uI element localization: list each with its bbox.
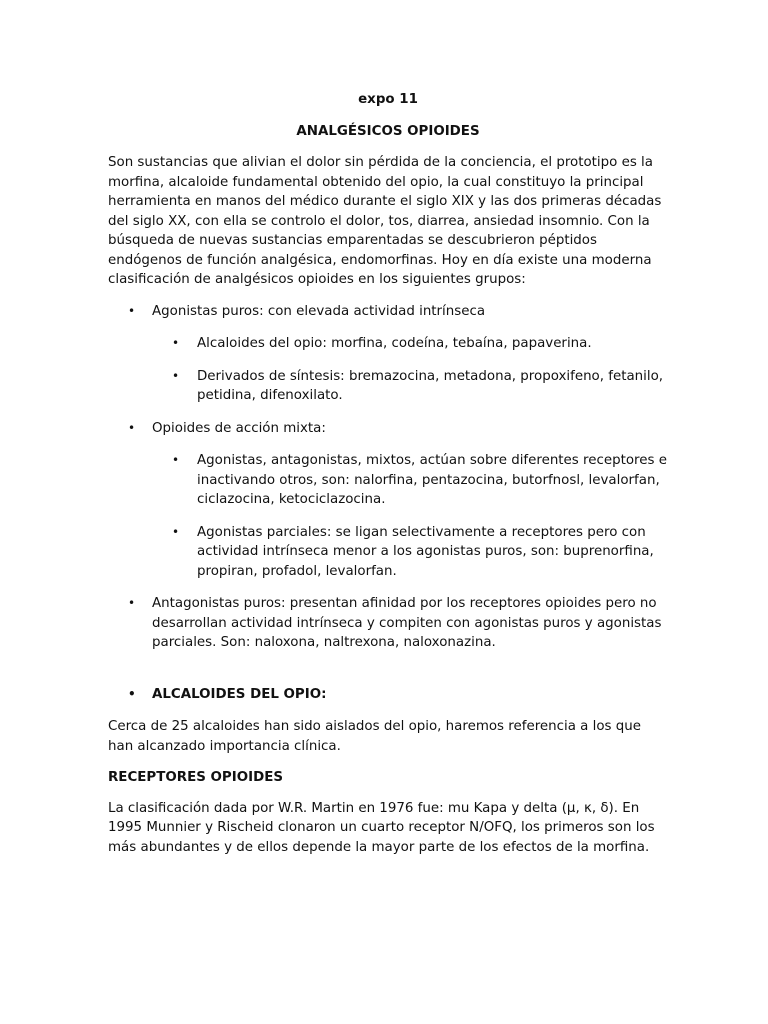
bullet-icon: • <box>128 420 136 435</box>
subitem-text: Alcaloides del opio: morfina, codeína, tebaína, papaverina. <box>197 336 592 351</box>
document-heading: ANALGÉSICOS OPIOIDES <box>296 123 480 139</box>
subitem-text: Agonistas parciales: se ligan selectivamente a receptores pero con actividad intrínseca menor a los agonistas puros, son: buprenorfina, propiran, profadol, levalorfan. <box>197 524 654 579</box>
list-item-accion-mixta <box>108 419 668 582</box>
bullet-icon: • <box>172 453 180 467</box>
list-item <box>152 523 668 582</box>
group-label: Antagonistas puros: presentan afinidad por los receptores opioides pero no desarrollan actividad intrínseca y compiten con agonistas puros y agonistas parciales. Son: naloxona, naltrexona, naloxonazina. <box>152 596 662 650</box>
group-label: Opioides de acción mixta: <box>152 420 326 436</box>
list-item <box>152 451 668 510</box>
bullet-icon: • <box>128 686 136 701</box>
blank-line <box>108 666 668 685</box>
list-item-agonistas-puros <box>108 302 668 406</box>
subitem-text: Agonistas, antagonistas, mixtos, actúan sobre diferentes receptores e inactivando otros, son: nalorfina, pentazocina, butorfnosl, levalorfan, ciclazocina, ketociclazocina. <box>197 453 667 507</box>
list-item <box>152 334 668 354</box>
document-title: expo 11 <box>358 92 418 107</box>
list-item-antagonistas-puros <box>108 594 668 653</box>
bullet-icon: • <box>128 303 136 318</box>
receptors-heading: RECEPTORES OPIOIDES <box>108 770 283 785</box>
sublist <box>152 334 668 406</box>
receptors-paragraph: La clasificación dada por W.R. Martin en 1976 fue: mu Kapa y delta (µ, κ, δ). En 1995 Munnier y Rischeid clonaron un cuarto receptor N/OFQ, los primeros son los más abundantes y de ellos depende la mayor parte de los efectos de la morfina. <box>108 800 655 855</box>
alkaloids-heading-list <box>108 685 668 705</box>
subitem-text: Derivados de síntesis: bremazocina, metadona, propoxifeno, fetanilo, petidina, difenoxilato. <box>197 368 664 403</box>
intro-paragraph: Son sustancias que alivian el dolor sin pérdida de la conciencia, el prototipo es la morfina, alcaloide fundamental obtenido del opio, la cual constituyo la principal herramienta en manos del médico durante el siglo XIX y las dos primeras décadas del siglo XX, con ella se controlo el dolor, tos, diarrea, ansiedad insomnio. Con la búsqueda de nuevas sustancias emparentadas se descubrieron péptidos endógenos de función analgésica, endomorfinas. Hoy en día existe una moderna clasificación de analgésicos opioides en los siguientes grupos: <box>108 155 662 287</box>
group-label: Agonistas puros: con elevada actividad intrínseca <box>152 303 486 319</box>
bullet-icon: • <box>128 596 136 610</box>
alkaloids-heading: ALCALOIDES DEL OPIO: <box>152 686 327 702</box>
list-item-alcaloides-heading <box>108 685 668 705</box>
alkaloids-paragraph: Cerca de 25 alcaloides han sido aislados del opio, haremos referencia a los que han alcanzado importancia clínica. <box>108 719 642 754</box>
list-item <box>152 367 668 406</box>
bullet-icon: • <box>172 336 180 350</box>
opioid-groups-list <box>108 302 668 653</box>
document-page <box>108 90 668 869</box>
bullet-icon: • <box>172 524 180 539</box>
bullet-icon: • <box>172 368 180 383</box>
sublist <box>152 451 668 581</box>
